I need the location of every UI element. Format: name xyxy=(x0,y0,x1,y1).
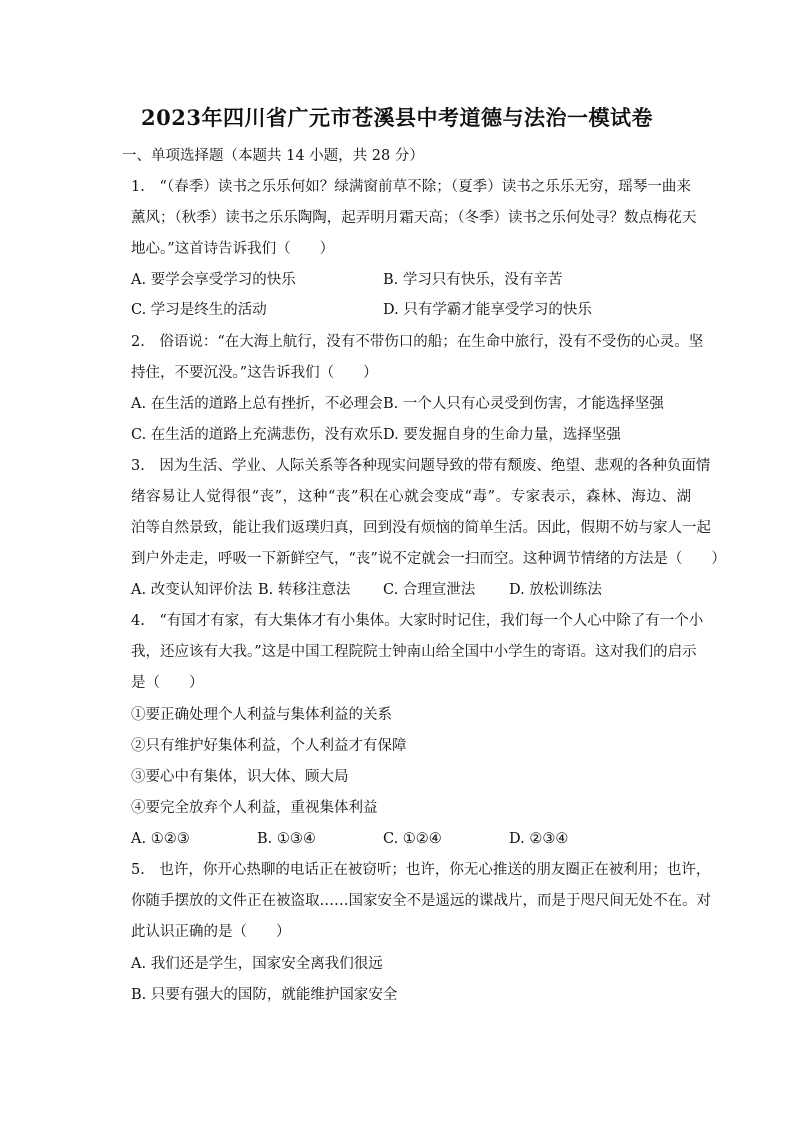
q2-option-c: C. 在生活的道路上充满悲伤，没有欢乐 xyxy=(131,427,383,443)
q4-line-2: 我，还应该有大我。”这是中国工程院院士钟南山给全国中小学生的寄语。这对我们的启示 xyxy=(131,644,697,660)
q3-line-3: 泊等自然景致，能让我们返璞归真，回到没有烦恼的简单生活。因此，假期不妨与家人一起 xyxy=(131,520,711,536)
q4-line-3: 是（ ） xyxy=(131,675,204,691)
q1-option-d: D. 只有学霸才能享受学习的快乐 xyxy=(383,302,592,318)
q4-statement-3: ③要心中有集体，识大体、顾大局 xyxy=(131,769,349,785)
exam-title: 2023年四川省广元市苍溪县中考道德与法治一模试卷 xyxy=(141,105,653,130)
q4-statement-1: ①要正确处理个人利益与集体利益的关系 xyxy=(131,707,392,723)
q5-option-a: A. 我们还是学生，国家安全离我们很远 xyxy=(131,956,383,972)
q1-option-b: B. 学习只有快乐，没有辛苦 xyxy=(383,272,563,288)
q3-line-2: 绪容易让人觉得很“丧”，这种“丧”积在心就会变成“毒”。专家表示，森林、海边、湖 xyxy=(131,489,691,505)
q3-option-c: C. 合理宣泄法 xyxy=(383,582,476,598)
q3-line-1: 3. 因为生活、学业、人际关系等各种现实问题导致的带有颓废、绝望、悲观的各种负面情 xyxy=(131,458,711,474)
q3-option-d: D. 放松训练法 xyxy=(509,582,602,598)
q5-option-b: B. 只要有强大的国防，就能维护国家安全 xyxy=(131,987,398,1003)
q4-statement-4: ④要完全放弃个人利益，重视集体利益 xyxy=(131,800,378,816)
q4-statement-2: ②只有维护好集体利益，个人利益才有保障 xyxy=(131,738,407,754)
q4-option-c: C. ①②④ xyxy=(383,831,442,847)
q5-line-1: 5. 也许，你开心热聊的电话正在被窃听；也许，你无心推送的朋友圈正在被利用；也许， xyxy=(131,862,711,878)
q4-line-1: 4. “有国才有家，有大集体才有小集体。大家时时记住，我们每一个人心中除了有一个小 xyxy=(131,613,704,629)
q1-option-a: A. 要学会享受学习的快乐 xyxy=(131,272,296,288)
q2-option-a: A. 在生活的道路上总有挫折，不必理会 xyxy=(131,396,383,412)
q1-line-2: 薰风；（秋季）读书之乐乐陶陶，起弄明月霜天高；（冬季）读书之乐何处寻？数点梅花天 xyxy=(131,210,697,226)
q2-line-2: 持住，不要沉没。”这告诉我们（ ） xyxy=(131,365,378,381)
q4-option-a: A. ①②③ xyxy=(131,831,190,847)
q2-line-1: 2. 俗语说：“在大海上航行，没有不带伤口的船；在生命中旅行，没有不受伤的心灵。坚 xyxy=(131,334,704,350)
q5-line-2: 你随手摆放的文件正在被盗取……国家安全不是遥远的谍战片，而是于咫尺间无处不在。对 xyxy=(131,893,711,909)
q3-option-b: B. 转移注意法 xyxy=(258,582,351,598)
q3-line-4: 到户外走走，呼吸一下新鲜空气，“丧”说不定就会一扫而空。这种调节情绪的方法是（ ） xyxy=(131,551,726,567)
q5-line-3: 此认识正确的是（ ） xyxy=(131,924,291,940)
q1-option-c: C. 学习是终生的活动 xyxy=(131,302,267,318)
q1-line-3: 地心。”这首诗告诉我们（ ） xyxy=(131,241,335,257)
q4-option-b: B. ①③④ xyxy=(257,831,316,847)
q2-option-b: B. 一个人只有心灵受到伤害，才能选择坚强 xyxy=(383,396,664,412)
q3-option-a: A. 改变认知评价法 xyxy=(131,582,253,598)
section-heading: 一、单项选择题（本题共 14 小题，共 28 分） xyxy=(122,148,424,164)
q1-line-1: 1. “（春季）读书之乐乐何如？绿满窗前草不除；（夏季）读书之乐乐无穷，瑶琴一曲来 xyxy=(131,179,691,195)
q2-option-d: D. 要发掘自身的生命力量，选择坚强 xyxy=(383,427,621,443)
q4-option-d: D. ②③④ xyxy=(509,831,569,847)
